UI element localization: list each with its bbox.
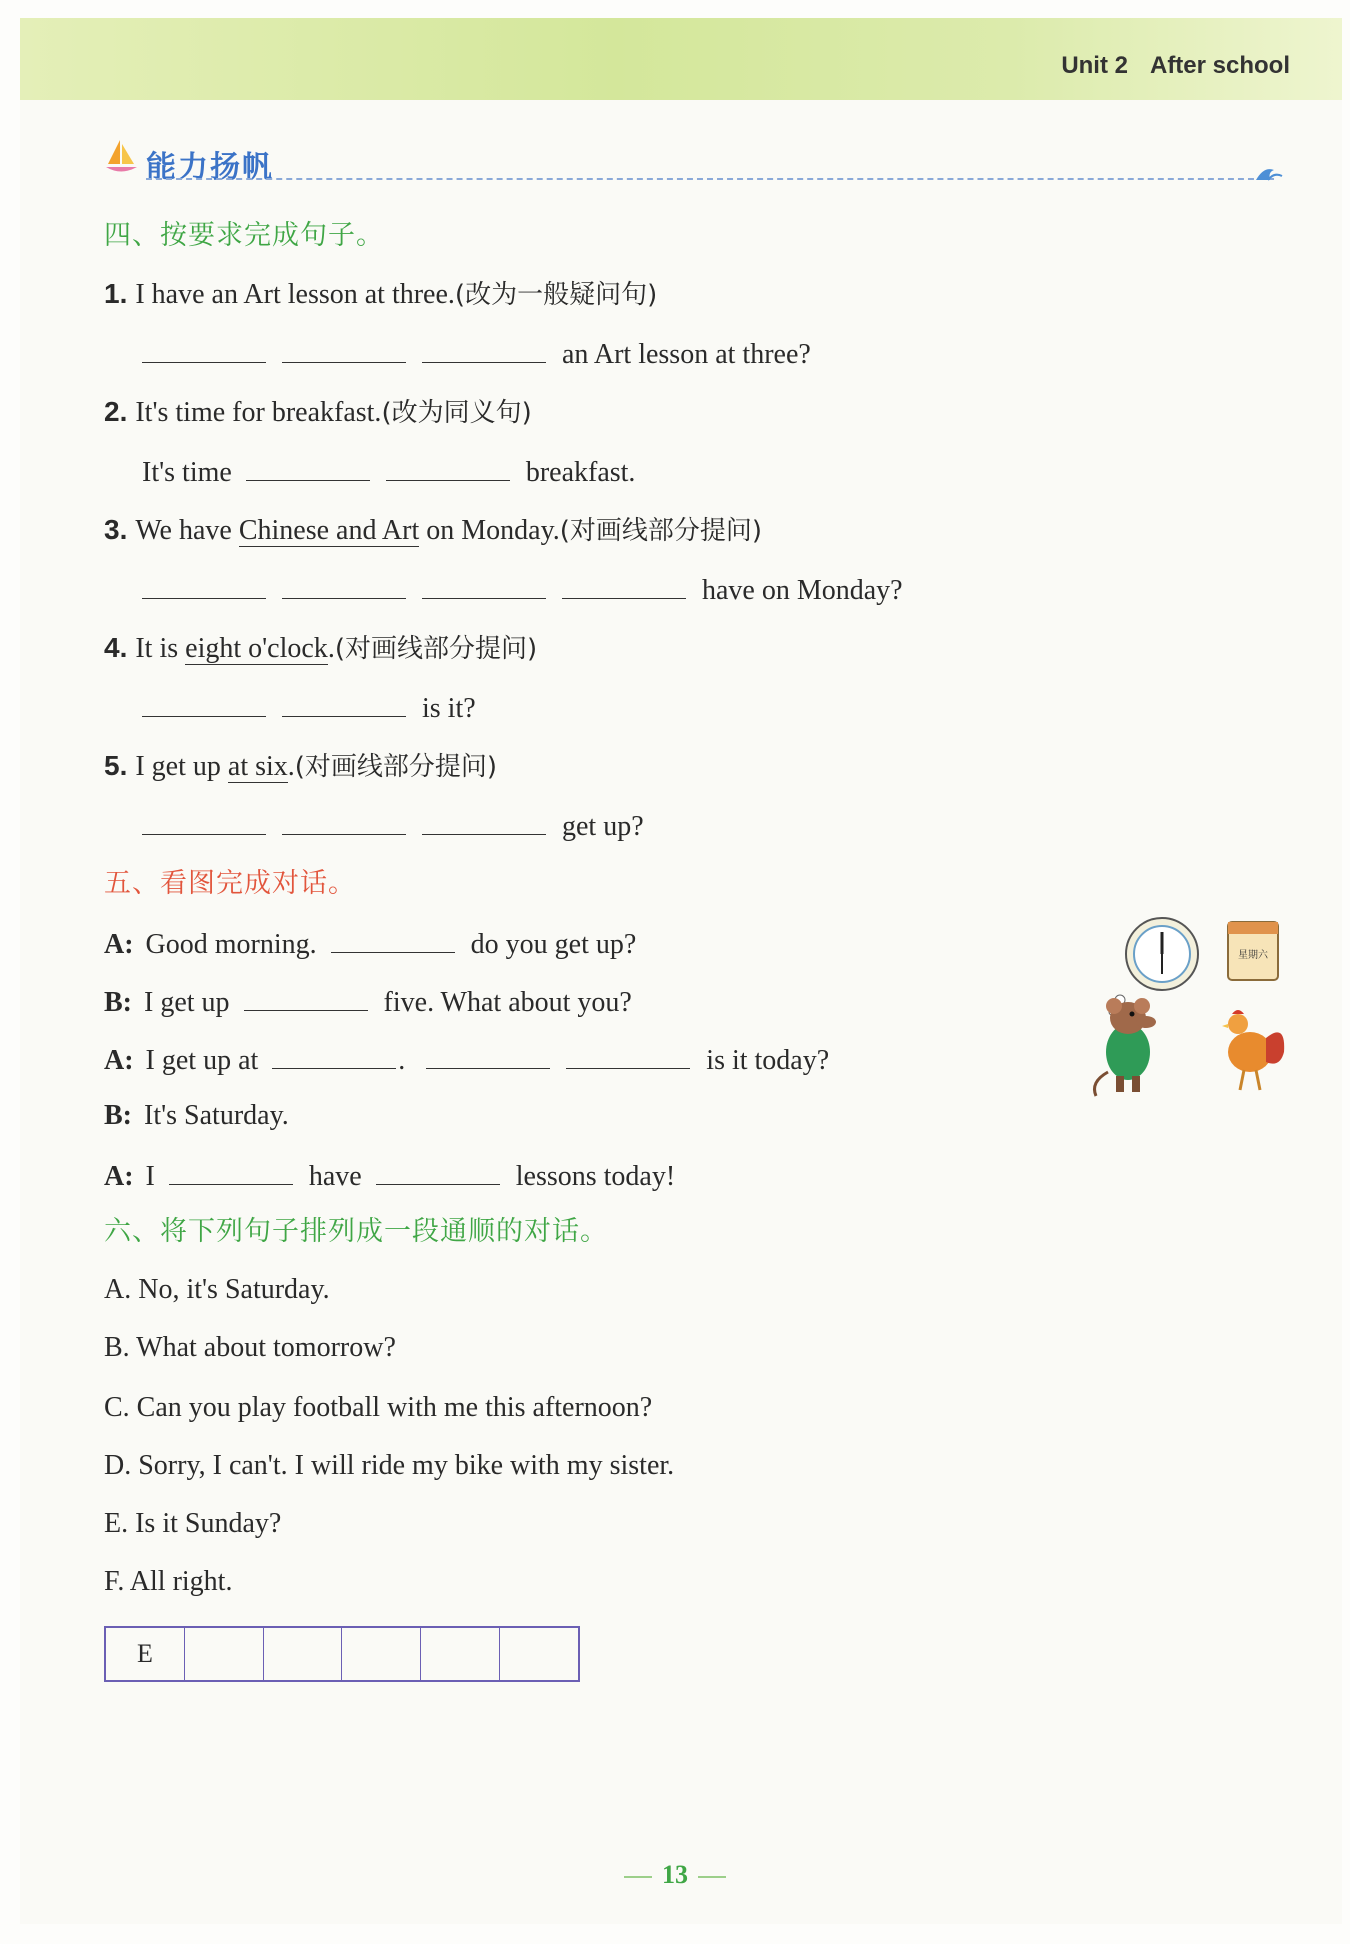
q5-post: .	[287, 751, 295, 782]
clock-icon	[1109, 918, 1198, 1015]
option-f: F. All right.	[104, 1566, 233, 1597]
q1-note: (改为一般疑问句)	[454, 280, 658, 310]
page-number: 13	[662, 1860, 688, 1889]
q4-underlined: eight o'clock	[185, 633, 328, 664]
answer-blank[interactable]	[142, 688, 266, 717]
answer-blank[interactable]	[169, 1156, 293, 1185]
answer-blank[interactable]	[426, 1040, 550, 1069]
clock-mouse-rooster-illustration	[1080, 912, 1300, 1102]
dialog-text: lessons today!	[515, 1161, 676, 1192]
q3-number: 3.	[104, 514, 128, 545]
dialog-text: do you get up?	[470, 929, 637, 960]
dialog-line-2	[104, 982, 632, 1021]
answer-blank[interactable]	[244, 982, 368, 1011]
dialog-text: five. What about you?	[383, 987, 632, 1018]
option-b: B. What about tomorrow?	[104, 1332, 396, 1363]
answer-blank[interactable]	[142, 334, 266, 363]
q2-number: 2.	[104, 396, 128, 427]
mouse-icon	[1095, 998, 1157, 1096]
q2-text: It's time for breakfast.	[135, 397, 382, 428]
speaker-label: A:	[104, 929, 134, 960]
dialog-line-1	[104, 924, 636, 963]
q1-text: I have an Art lesson at three.	[135, 279, 455, 310]
q2	[104, 394, 532, 431]
dialog-text: .	[398, 1045, 406, 1076]
answer-blank[interactable]	[282, 334, 406, 363]
answer-blank[interactable]	[331, 924, 455, 953]
q1-number: 1.	[104, 278, 128, 309]
order-cell[interactable]: E	[106, 1628, 185, 1680]
q3-answer-tail: have on Monday?	[702, 575, 903, 606]
dialog-text: It's Saturday.	[144, 1100, 289, 1131]
answer-blank[interactable]	[566, 1040, 690, 1069]
option-d: D. Sorry, I can't. I will ride my bike with my sister.	[104, 1450, 675, 1481]
q5-answer	[142, 806, 644, 845]
illustration	[1080, 912, 1300, 1102]
answer-blank[interactable]	[386, 452, 510, 481]
sail-icon	[104, 138, 140, 178]
dialog-text: I	[145, 1161, 155, 1192]
q5-answer-tail: get up?	[562, 811, 644, 842]
option-a: A. No, it's Saturday.	[104, 1274, 330, 1305]
order-cell[interactable]	[264, 1628, 343, 1680]
dialog-text: I get up	[144, 987, 230, 1018]
running-header	[1061, 52, 1290, 80]
q5	[104, 748, 497, 785]
rooster-icon	[1222, 1010, 1284, 1090]
q2-answer-head: It's time	[142, 457, 232, 488]
q2-note: (改为同义句)	[381, 398, 532, 428]
q3-pre: We have	[135, 515, 239, 546]
answer-blank[interactable]	[272, 1040, 396, 1069]
q4-note: (对画线部分提问)	[334, 634, 538, 664]
speaker-label: A:	[104, 1161, 134, 1192]
q4-pre: It is	[135, 633, 186, 664]
option-e: E. Is it Sunday?	[104, 1508, 282, 1539]
dialog-text: have	[308, 1161, 362, 1192]
q4-answer	[142, 688, 476, 727]
q1-answer-tail: an Art lesson at three?	[562, 339, 811, 370]
order-answer-box	[104, 1626, 580, 1682]
answer-blank[interactable]	[376, 1156, 500, 1185]
page-footer	[0, 1860, 1350, 1890]
answer-blank[interactable]	[246, 452, 370, 481]
q3-note: (对画线部分提问)	[559, 516, 763, 546]
q2-answer-tail: breakfast.	[525, 457, 636, 488]
calendar-icon	[1228, 922, 1278, 980]
unit-title: After school	[1149, 52, 1290, 79]
q3-post: on Monday.	[419, 515, 560, 546]
q1-answer	[142, 334, 811, 373]
footer-dash	[624, 1876, 652, 1878]
speaker-label: B:	[104, 987, 132, 1018]
q3	[104, 512, 762, 549]
answer-blank[interactable]	[282, 570, 406, 599]
section-divider	[146, 178, 1274, 180]
option-c: C. Can you play football with me this afternoon?	[104, 1392, 653, 1423]
unit-label: Unit 2	[1061, 52, 1128, 79]
q3-underlined: Chinese and Art	[238, 515, 420, 546]
speaker-label: A:	[104, 1045, 134, 1076]
q4	[104, 630, 537, 667]
part4-heading: 四、按要求完成句子。	[104, 220, 384, 251]
order-cell[interactable]	[342, 1628, 421, 1680]
answer-blank[interactable]	[422, 334, 546, 363]
answer-blank[interactable]	[142, 806, 266, 835]
dialog-line-4	[104, 1098, 289, 1134]
dialog-line-3	[104, 1040, 829, 1079]
q5-number: 5.	[104, 750, 128, 781]
q3-answer	[142, 570, 903, 609]
order-cell[interactable]	[185, 1628, 264, 1680]
section-title: 能力扬帆	[146, 150, 274, 185]
answer-blank[interactable]	[422, 570, 546, 599]
answer-blank[interactable]	[282, 688, 406, 717]
q5-pre: I get up	[135, 751, 228, 782]
order-cell[interactable]	[421, 1628, 500, 1680]
q2-answer	[142, 452, 635, 491]
q4-answer-tail: is it?	[422, 693, 476, 724]
calendar-label: 星期六	[1238, 950, 1268, 961]
section-header	[104, 138, 1284, 185]
answer-blank[interactable]	[282, 806, 406, 835]
footer-dash	[698, 1876, 726, 1878]
speaker-label: B:	[104, 1100, 132, 1131]
q5-underlined: at six	[227, 751, 288, 782]
dialog-text: Good morning.	[145, 929, 317, 960]
q4-number: 4.	[104, 632, 128, 663]
q5-note: (对画线部分提问)	[294, 752, 498, 782]
part6-heading: 六、将下列句子排列成一段通顺的对话。	[104, 1216, 608, 1247]
dialog-text: I get up at	[145, 1045, 259, 1076]
answer-blank[interactable]	[562, 570, 686, 599]
answer-blank[interactable]	[142, 570, 266, 599]
q1	[104, 276, 657, 313]
order-cell[interactable]	[500, 1628, 578, 1680]
q4-post: .	[327, 633, 335, 664]
dialog-line-5	[104, 1156, 675, 1195]
wave-icon	[1254, 162, 1284, 184]
dialog-text: is it today?	[706, 1045, 830, 1076]
answer-blank[interactable]	[422, 806, 546, 835]
part5-heading: 五、看图完成对话。	[104, 868, 356, 899]
